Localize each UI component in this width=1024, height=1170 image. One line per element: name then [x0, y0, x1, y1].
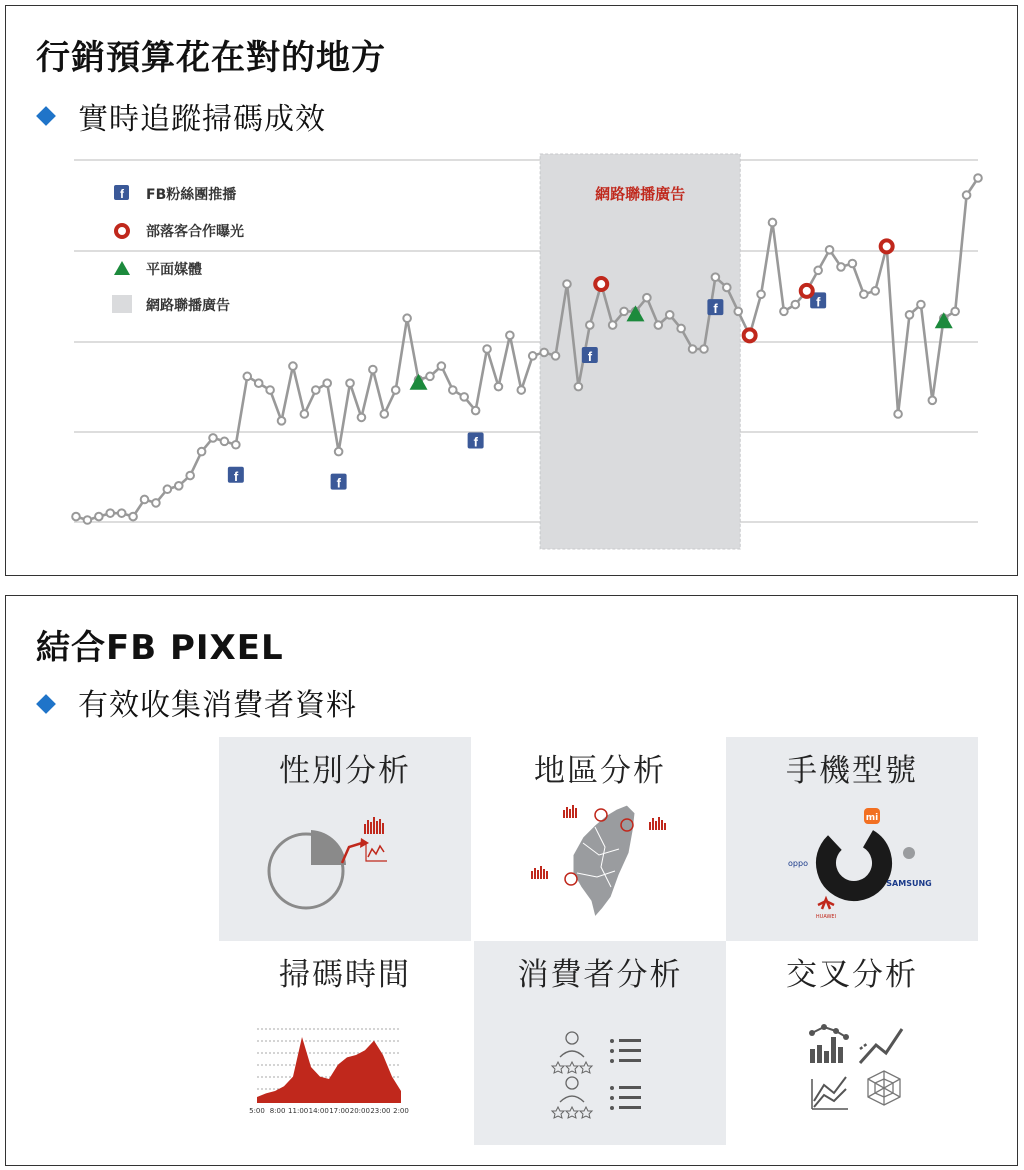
samsung-label: SAMSUNG — [886, 879, 932, 888]
data-point — [289, 362, 297, 370]
panel-subtitle: 實時追蹤掃碼成效 — [78, 102, 326, 137]
tile-title: 掃碼時間 — [279, 957, 411, 993]
data-point — [666, 311, 674, 319]
data-point — [712, 273, 720, 281]
data-point — [129, 513, 137, 521]
data-point — [495, 383, 503, 391]
svg-text:f: f — [816, 294, 821, 310]
data-point — [643, 294, 651, 302]
data-point — [380, 410, 388, 418]
data-point — [849, 260, 857, 268]
svg-text:f: f — [713, 301, 718, 317]
pixel-panel — [5, 595, 1018, 1166]
data-point — [335, 448, 343, 456]
tile-scan-time — [219, 941, 471, 1145]
data-point — [871, 287, 879, 295]
legend-item-print — [114, 261, 202, 278]
data-point — [186, 472, 194, 480]
facebook-marker-icon — [707, 299, 723, 316]
tile-title: 交叉分析 — [786, 957, 918, 993]
data-point — [826, 246, 834, 254]
data-point — [575, 383, 583, 391]
data-point — [734, 308, 742, 316]
blogger-marker-icon — [801, 285, 813, 297]
data-point — [278, 417, 286, 425]
time-tick-label: 14:00 — [308, 1107, 329, 1115]
panel-title: 行銷預算花在對的地方 — [36, 38, 386, 78]
data-point — [221, 438, 229, 446]
blogger-marker-icon — [595, 278, 607, 290]
data-point — [141, 496, 149, 504]
data-point — [506, 332, 514, 340]
apple-logo-icon — [903, 847, 915, 859]
data-point — [517, 386, 525, 394]
tile-region-analysis — [474, 737, 726, 941]
line-chart — [6, 6, 1019, 577]
data-point — [917, 301, 925, 309]
cross-analysis-icon — [726, 941, 978, 1145]
data-point — [266, 386, 274, 394]
legend-label-facebook: FB粉絲團推播 — [146, 187, 237, 203]
data-point — [769, 219, 777, 227]
panel-subtitle-2: 有效收集消費者資料 — [78, 688, 357, 723]
legend-item-network — [112, 295, 230, 314]
data-point — [757, 290, 765, 298]
blogger-marker-icon — [744, 329, 756, 341]
data-point — [369, 366, 377, 374]
data-point — [929, 397, 937, 405]
huawei-logo-icon — [818, 899, 834, 909]
data-point — [392, 386, 400, 394]
data-point — [677, 325, 685, 333]
time-tick-label: 8:00 — [269, 1107, 286, 1115]
data-point — [792, 301, 800, 309]
area-chart-icon — [219, 941, 471, 1145]
data-point — [209, 434, 217, 442]
green-triangle-icon — [114, 261, 130, 275]
data-point — [449, 386, 457, 394]
gray-band-icon — [112, 295, 132, 313]
data-point — [689, 345, 697, 353]
data-point — [152, 499, 160, 507]
data-point — [426, 373, 434, 381]
data-point — [837, 263, 845, 271]
tile-gender-analysis — [219, 737, 471, 941]
data-point — [552, 352, 560, 360]
data-point — [951, 308, 959, 316]
tile-title: 消費者分析 — [517, 957, 683, 993]
data-point — [164, 485, 172, 493]
data-point — [323, 379, 331, 387]
marketing-chart-panel — [5, 5, 1018, 576]
data-point — [438, 362, 446, 370]
data-point — [312, 386, 320, 394]
data-point — [563, 280, 571, 288]
grid-lines — [74, 160, 978, 522]
data-point — [529, 352, 537, 360]
legend-label-blogger: 部落客合作曝光 — [146, 224, 244, 240]
tile-title: 性別分析 — [279, 753, 411, 789]
data-point — [540, 349, 548, 357]
data-point — [814, 267, 822, 275]
highlight-band-rect — [540, 154, 740, 549]
svg-text:f: f — [473, 434, 478, 450]
data-point — [243, 373, 251, 381]
legend-label-print: 平面媒體 — [146, 262, 202, 278]
chart-legend — [112, 185, 244, 314]
data-point — [198, 448, 206, 456]
facebook-marker-icon — [582, 347, 598, 364]
data-point — [301, 410, 309, 418]
data-point — [586, 321, 594, 329]
data-point — [460, 393, 468, 401]
legend-item-facebook — [114, 185, 236, 203]
data-point — [72, 513, 80, 521]
consumer-rating-icon — [474, 941, 726, 1145]
facebook-marker-icon — [331, 474, 347, 491]
data-point — [95, 513, 103, 521]
legend-label-network: 網路聯播廣告 — [146, 298, 230, 314]
svg-text:f: f — [233, 468, 239, 484]
bullet-diamond-icon — [36, 694, 56, 714]
scan-time-area — [257, 1037, 401, 1103]
highlight-band-label: 網路聯播廣告 — [595, 185, 686, 203]
data-point — [894, 410, 902, 418]
print-marker-icon — [410, 374, 428, 390]
facebook-marker-icon — [228, 467, 244, 484]
time-tick-label: 17:00 — [329, 1107, 350, 1115]
tile-consumer-analysis — [474, 941, 726, 1145]
time-tick-label: 23:00 — [370, 1107, 391, 1115]
svg-text:f: f — [336, 475, 341, 491]
tile-title: 手機型號 — [786, 753, 918, 789]
data-point — [175, 482, 183, 490]
data-point — [346, 379, 354, 387]
data-point — [609, 321, 617, 329]
data-point — [974, 174, 982, 182]
time-axis-labels — [249, 1107, 409, 1115]
facebook-marker-icon — [468, 433, 484, 450]
pie-chart-icon — [219, 737, 471, 941]
oppo-label: oppo — [788, 859, 808, 868]
tile-phone-model — [726, 737, 978, 941]
data-point — [723, 284, 731, 292]
data-point — [655, 321, 663, 329]
svg-text:f: f — [587, 349, 593, 365]
data-point — [232, 441, 240, 449]
blogger-marker-icon — [881, 240, 893, 252]
tile-title: 地區分析 — [534, 753, 666, 789]
time-tick-label: 20:00 — [349, 1107, 370, 1115]
time-tick-label: 5:00 — [249, 1107, 265, 1115]
data-point — [620, 308, 628, 316]
data-point — [472, 407, 480, 415]
data-point — [118, 509, 126, 517]
data-point — [358, 414, 366, 422]
huawei-label: HUAWEI — [815, 914, 837, 920]
data-point — [255, 379, 263, 387]
tile-cross-analysis — [726, 941, 978, 1145]
legend-item-blogger — [116, 223, 244, 240]
red-ring-icon — [116, 225, 128, 237]
data-point — [106, 509, 114, 517]
data-point — [483, 345, 491, 353]
xiaomi-label: mi — [865, 813, 879, 823]
svg-text:f: f — [120, 187, 124, 201]
data-point — [963, 191, 971, 199]
time-tick-label: 11:00 — [288, 1107, 309, 1115]
taiwan-map-icon — [474, 737, 726, 941]
data-point — [403, 314, 411, 322]
data-point — [84, 516, 92, 524]
highlight-band — [540, 154, 740, 549]
donut-chart-icon — [726, 737, 978, 941]
data-point — [780, 308, 788, 316]
data-point — [906, 311, 914, 319]
data-point — [860, 290, 868, 298]
data-point — [700, 345, 708, 353]
panel-title-2: 結合FB PIXEL — [36, 628, 284, 668]
time-tick-label: 2:00 — [393, 1107, 409, 1115]
